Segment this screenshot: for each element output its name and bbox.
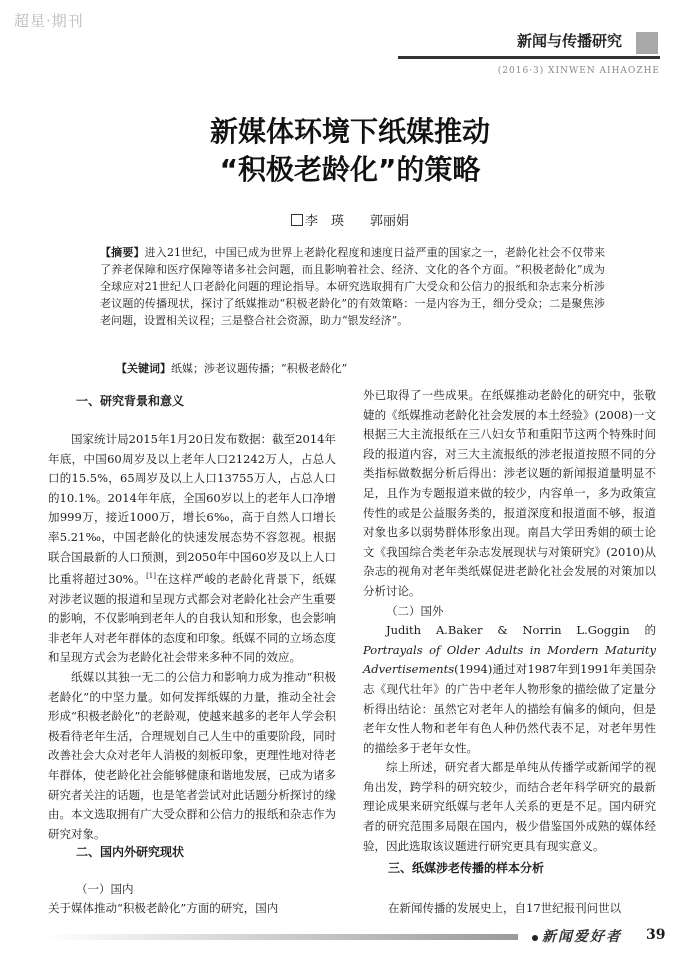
left-p1-text: 国家统计局2015年1月20日发布数据：截至2014年年底，中国60周岁及以上老年人口21242万人，占总人口的15.5%，65周岁及以上人口13755万人，占总人口的10.1%。2014年年底，全国60岁以上的老年人口净增加999万，接近1000万，增长6‰，高于自然人口增长率5.21‰，中国老龄化的快速发展态势不容忽视。根据联合国最新的人口预测，到2050年中国60岁及以上人口比重将超过30%。 (48, 432, 336, 586)
right-paragraph-3: 综上所述，研究者大都是单纯从传播学或新闻学的视角出发，跨学科的研究较少，而结合老年科学研究的最新理论成果来研究纸媒与老年人关系的更是不足。国内研究者的研究范围多局限在国内，极少借鉴国外成熟的媒体经验，因此选取该议题进行研究更具有现实意义。 (363, 760, 656, 853)
keywords-label: 【关键词】 (116, 362, 171, 375)
left-paragraph-3: 关于媒体推动“积极老龄化”方面的研究，国内 (48, 901, 279, 915)
section-heading-2: 二、国内外研究现状 (76, 845, 185, 859)
footer-bar (44, 934, 518, 940)
right-p2-pre: Judith A.Baker & Norrin L.Goggin 的 (386, 623, 656, 638)
keywords (116, 360, 616, 377)
right-paragraph-4: 在新闻传播的发展史上，自17世纪报刊问世以 (388, 901, 622, 915)
author-1: 李 瑛 (304, 214, 344, 229)
right-p2-post: (1994)通过对1987年到1991年美国杂志《现代壮年》的广告中老年人物形象的描绘做了定量分析得出结论：虽然它对老年人的描绘有偏多的倾向，但是老年女性人物和老年有色人种仍然代表不足，对老年男性的描绘多于老年女性。 (363, 662, 656, 755)
abstract (100, 244, 605, 329)
abstract-label: 【摘要】 (100, 246, 145, 259)
author-box-icon (291, 214, 303, 226)
header-grey-block (636, 32, 658, 54)
header-rule (398, 56, 660, 59)
abstract-text: 进入21世纪，中国已成为世界上老龄化程度和速度日益严重的国家之一，老龄化社会不仅带来了养老保障和医疗保障等诸多社会问题，而且影响着社会、经济、文化的各个方面。“积极老龄化”成为全球应对21世纪人口老龄化问题的理论指导。本研究选取拥有广大受众和公信力的报纸和杂志来分析涉老议题的传播现状，探讨了纸媒推动“积极老龄化”的有效策略：一是内容为王，细分受众；二是聚焦涉老问题，设置相关议程；三是整合社会资源，助力“银发经济”。 (100, 246, 605, 327)
title-line-1: 新媒体环境下纸媒推动 (209, 115, 490, 148)
right-paragraph-1: 外已取得了一些成果。在纸媒推动老龄化的研究中，张敬婕的《纸媒推动老龄化社会发展的本土经验》(2008)一文根据三大主流报纸在三八妇女节和重阳节这两个特殊时间段的报道内容，对三大主流报纸的涉老报道按照不同的分类指标做数据分析后得出：涉老议题的新闻报道量明显不足，且作为专题报道来做的较少，内容单一，多为政策宣传性的或是公益服务类的，报道深度和报道面不够，报道对象也多以弱势群体形象出现。南昌大学田秀娟的硕士论文《我国综合类老年杂志发展现状与对策研究》(2010)从杂志的视角对老年类纸媒促进老龄化社会发展的对策加以分析讨论。 (363, 388, 656, 598)
left-column (48, 430, 336, 844)
journal-name: 新闻与传播研究 (516, 32, 622, 50)
issue-label: (2016·3) XINWEN AIHAOZHE (497, 66, 660, 76)
watermark-logo: 超星·期刊 (14, 12, 84, 30)
left-paragraph-1 (48, 430, 336, 668)
section-heading-1: 一、研究背景和意义 (76, 394, 185, 408)
keywords-text: 纸媒；涉老议题传播；“积极老龄化” (171, 362, 348, 375)
left-paragraph-2: 纸媒以其独一无二的公信力和影响力成为推动“积极老龄化”的中坚力量。如何发挥纸媒的力量，推动全社会形成“积极老龄化”的老龄观，使越来越多的老年人学会积极看待老年生活，合理规划自己人生中的重要阶段，同时改善社会大众对老年人消极的刻板印象，更理性地对待老年群体，使老龄化社会能够健康和谐地发展，已成为诸多研究者关注的话题，也是笔者尝试对此话题分析探讨的缘由。本文选取拥有广大受众群和公信力的报纸和杂志作为研究对象。 (48, 669, 336, 841)
authors (0, 210, 700, 229)
cited-work-title: Portrayals of Older Adults in Mordern Maturity Advertisements (363, 642, 656, 677)
author-2: 郭丽娟 (370, 214, 410, 229)
page-number: 39 (646, 927, 666, 943)
subsection-domestic: （一）国内 (76, 882, 134, 896)
title-line-2: “积极老龄化”的策略 (219, 153, 481, 186)
right-paragraph-2 (363, 621, 656, 758)
right-column (363, 386, 656, 856)
section-heading-3: 三、纸媒涉老传播的样本分析 (388, 861, 545, 875)
citation-ref: [1] (146, 572, 156, 581)
footer-logo-text: 新闻爱好者 (542, 929, 622, 945)
footer-dot-icon (532, 935, 538, 941)
footer-logo (528, 926, 622, 946)
subsection-foreign: （二）国外 (386, 603, 444, 618)
left-p1-tail: 在这样严峻的老龄化背景下，纸媒对涉老议题的报道和呈现方式都会对老龄化社会产生重要的影响，不仅影响到老年人的自我认知和形象，也会影响非老年人对老年群体的态度和印象。纸媒不同的立场态度和呈现方式会为老龄化社会带来多种不同的效应。 (48, 571, 337, 665)
